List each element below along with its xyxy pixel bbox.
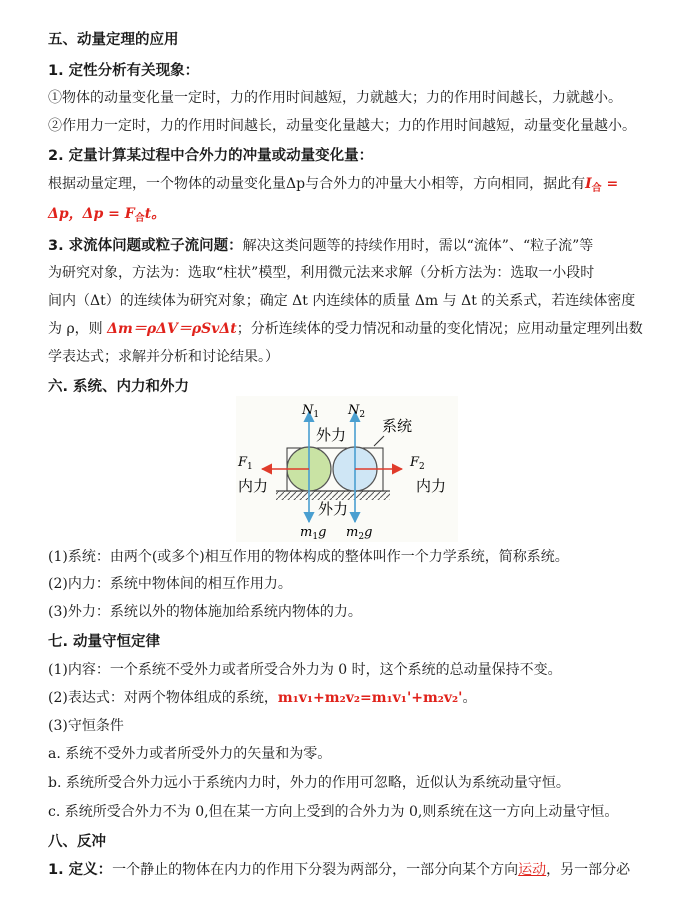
condition-b: b. 系统所受合外力远小于系统内力时，外力的作用可忽略，近似认为系统动量守恒。 (48, 775, 570, 791)
condition-a: a. 系统不受外力或者所受外力的矢量和为零。 (48, 746, 332, 762)
item-3-line-4-b: ；分析连续体的受力情况和动量的变化情况；应用动量定理列出数 (236, 321, 643, 337)
momentum-formula-a: Δp，Δp = F (48, 206, 135, 222)
item-2-line-2 (48, 204, 647, 229)
item-3-title: 3. 求流体问题或粒子流问题： (48, 238, 243, 254)
external-force-bottom-label: 外力 (318, 500, 349, 518)
external-force-definition: (3)外力：系统以外的物体施加给系统内物体的力。 (48, 604, 362, 620)
conservation-formula: m₁v₁+m₂v₂=m₁v₁'+m₂v₂' (277, 690, 463, 706)
internal-force-right-label: 内力 (416, 477, 447, 495)
momentum-formula-sub: 合 (134, 213, 145, 224)
momentum-formula-b: t。 (144, 206, 166, 222)
impulse-symbol: I (585, 176, 592, 192)
section-5-title: 五、动量定理的应用 (48, 32, 179, 48)
mass-formula: Δm＝ρΔV＝ρSvΔt (107, 321, 237, 337)
item-2-title: 2. 定量计算某过程中合外力的冲量或动量变化量： (48, 148, 374, 164)
section-7-title: 七. 动量守恒定律 (48, 634, 161, 650)
condition-c: c. 系统所受合外力不为 0,但在某一方向上受到的合外力为 0,则系统在这一方向上动量守恒。 (48, 804, 619, 820)
f2-label: $F_2$ (410, 455, 425, 472)
expression-suffix: 。 (462, 690, 477, 706)
external-force-top-label: 外力 (316, 426, 347, 444)
ground-hatch (276, 491, 390, 500)
recoil-definition (48, 860, 647, 880)
item-2-line-1 (48, 174, 647, 199)
item-3-line-1 (48, 236, 647, 256)
item-3-line-1-text: 解决这类问题等的持续作用时，需以“流体”、“粒子流”等 (242, 238, 594, 254)
item-3-line-2: 为研究对象，方法为：选取“柱状”模型，利用微元法来求解（分析方法为：选取一小段时 (48, 265, 595, 281)
item-3-line-5: 学表达式；求解并分析和讨论结果。） (48, 349, 279, 365)
system-label: 系统 (382, 417, 413, 435)
f1-label: $F_1$ (238, 455, 253, 472)
item-1-line-1: ①物体的动量变化量一定时，力的作用时间越短，力就越大；力的作用时间越长，力就越小。 (48, 90, 622, 106)
item-3-line-4-a: 为 ρ，则 (48, 321, 108, 337)
n1-label: $N_1$ (302, 403, 320, 420)
motion-link[interactable]: 运动 (518, 862, 547, 878)
item-1-title: 1. 定性分析有关现象： (48, 63, 200, 79)
item-2-text: 根据动量定理，一个物体的动量变化量Δp与合外力的冲量大小相等，方向相同，据此有 (48, 176, 586, 192)
impulse-subscript: 合 (591, 183, 602, 194)
m1g-label: $m_1g$ (300, 525, 327, 542)
conservation-conditions-title: (3)守恒条件 (48, 718, 124, 734)
recoil-definition-label: 1. 定义： (48, 862, 113, 878)
item-3-line-3: 间内（Δt）的连续体为研究对象；确定 Δt 内连续体的质量 Δm 与 Δt 的关系式，若连续体密度 (48, 293, 636, 309)
recoil-definition-text: 一个静止的物体在内力的作用下分裂为两部分，一部分向某个方向 (112, 862, 519, 878)
system-force-diagram (236, 396, 458, 542)
system-definition: (1)系统：由两个(或多个)相互作用的物体构成的整体叫作一个力学系统，简称系统。 (48, 549, 569, 565)
expression-prefix: (2)表达式：对两个物体组成的系统， (48, 690, 278, 706)
internal-force-definition: (2)内力：系统中物体间的相互作用力。 (48, 576, 292, 592)
n2-label: $N_2$ (348, 403, 366, 420)
conservation-expression (48, 688, 647, 708)
item-1-line-2: ②作用力一定时，力的作用时间越长，动量变化量越大；力的作用时间越短，动量变化量越小。 (48, 118, 636, 134)
recoil-definition-rest: ，另一部分必 (546, 862, 631, 878)
section-6-title: 六. 系统、内力和外力 (48, 379, 190, 395)
m2g-label: $m_2g$ (346, 525, 373, 542)
section-8-title: 八、反冲 (48, 834, 106, 850)
impulse-equals: = (601, 176, 619, 192)
internal-force-left-label: 内力 (238, 477, 269, 495)
item-3-line-4 (48, 319, 647, 339)
conservation-content: (1)内容：一个系统不受外力或者所受合外力为 0 时，这个系统的总动量保持不变。 (48, 662, 562, 678)
